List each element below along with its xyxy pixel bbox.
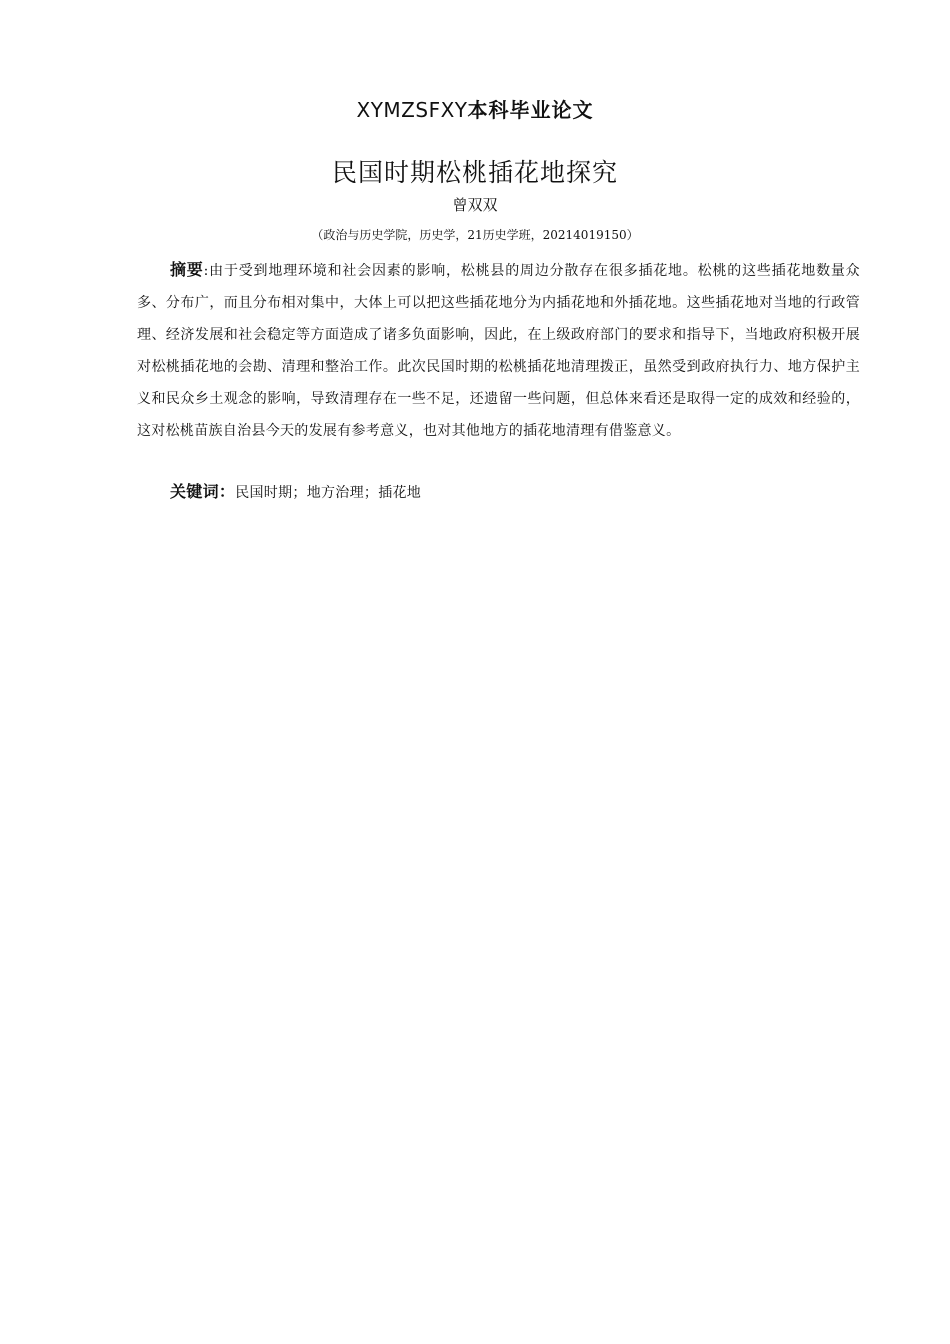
- thesis-type: 本科毕业论文: [467, 98, 594, 122]
- abstract-paragraph: [137, 254, 860, 447]
- keywords-text: 民国时期；地方治理；插花地: [235, 485, 422, 501]
- author-name: 曾双双: [452, 196, 498, 214]
- abstract-text: 由于受到地理环境和社会因素的影响，松桃县的周边分散存在很多插花地。松桃的这些插花地数量众多、分布广，而且分布相对集中，大体上可以把这些插花地分为内插花地和外插花地。这些插花地对当地的行政管理、经济发展和社会稳定等方面造成了诸多负面影响，因此，在上级政府部门的要求和指导下，当地政府积极开展对松桃插花地的会勘、清理和整治工作。此次民国时期的松桃插花地清理拨正，虽然受到政府执行力、地方保护主义和民众乡土观念的影响，导致清理存在一些不足，还遗留一些问题，但总体来看还是取得一定的成效和经验的，这对松桃苗族自治县今天的发展有参考意义，也对其他地方的插花地清理有借鉴意义。: [137, 263, 860, 439]
- keywords-line: [170, 478, 860, 507]
- abstract-separator: :: [203, 263, 209, 279]
- author-affiliation: （政治与历史学院，历史学，21历史学班，20214019150）: [311, 228, 639, 242]
- keywords-label: 关键词：: [170, 482, 236, 501]
- thesis-header: [0, 96, 950, 124]
- abstract-label: 摘要: [170, 260, 204, 279]
- paper-title: 民国时期松桃插花地探究: [331, 158, 618, 187]
- school-code: XYMZSFXY: [356, 98, 468, 122]
